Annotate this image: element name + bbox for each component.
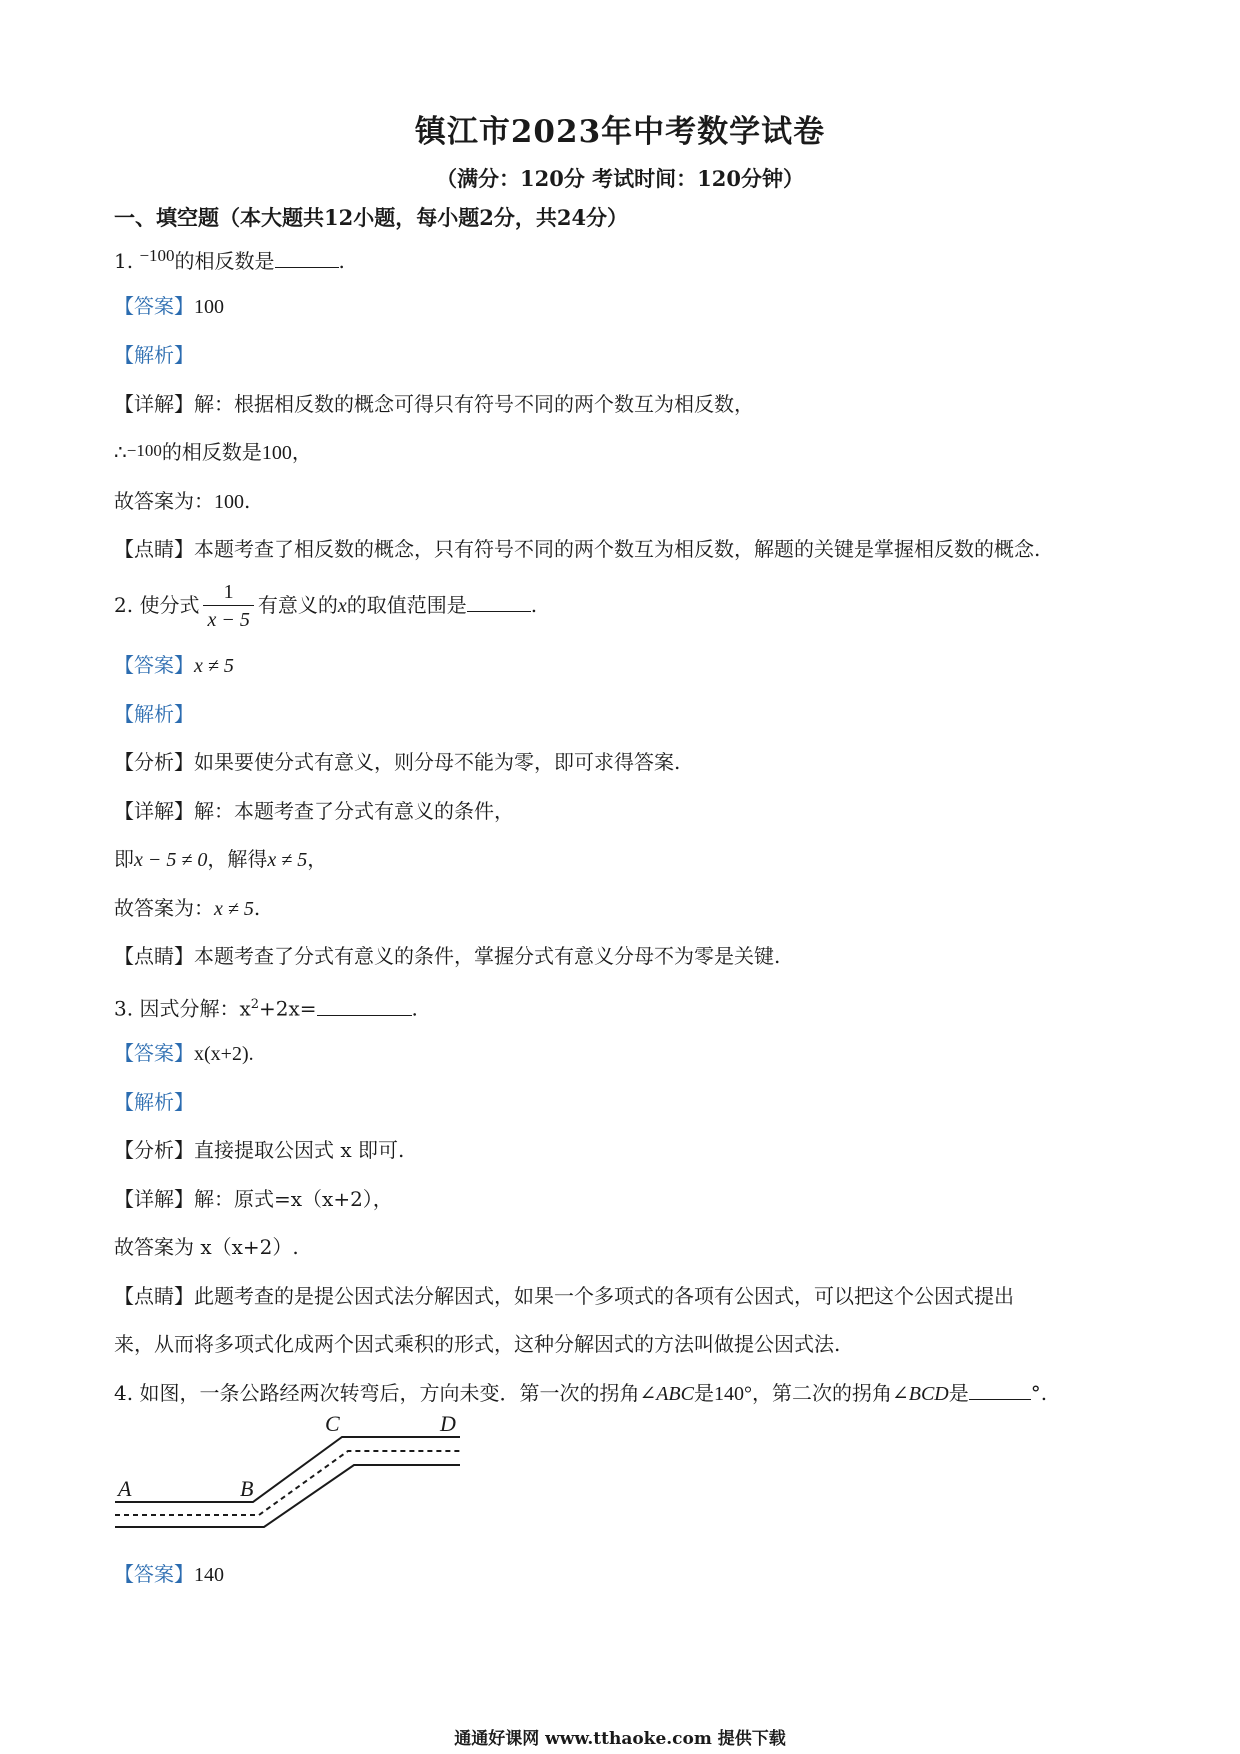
math-value: −100	[139, 246, 175, 265]
detail-line	[114, 390, 754, 418]
question-text: 是	[948, 1381, 969, 1405]
math-variable: x	[337, 595, 347, 617]
question-number: 4.	[114, 1381, 134, 1405]
answer-line	[114, 651, 234, 680]
question-1	[114, 247, 345, 277]
page-title: 镇江市2023年中考数学试卷	[414, 114, 826, 150]
comment-line	[114, 535, 1040, 563]
math-angle: ∠BCD	[891, 1383, 949, 1405]
detail-line	[114, 1185, 393, 1213]
question-4	[114, 1379, 1047, 1408]
question-text: 有意义的	[257, 593, 338, 617]
detail-text: 的相反数是	[161, 440, 262, 464]
point-label-b: B	[240, 1476, 254, 1501]
conclusion-text: 故答案为 x（x+2）.	[114, 1235, 299, 1259]
math-expression: x ≠ 5	[267, 849, 308, 871]
detail-text: 即	[114, 847, 134, 871]
detail-line	[114, 797, 514, 825]
page-subtitle: （满分：120分 考试时间：120分钟）	[436, 166, 804, 191]
question-text: ，第二次的拐角	[751, 1381, 892, 1405]
math-expression: x − 5 ≠ 0	[134, 849, 208, 871]
analyze-text: 如果要使分式有意义，则分母不能为零，即可求得答案.	[194, 750, 681, 774]
conclusion-text: 故答案为：	[114, 489, 214, 513]
comment-line-continued	[114, 1330, 840, 1358]
detail-tag: 【详解】	[114, 392, 194, 416]
punctuation: .	[253, 896, 261, 920]
answer-tag: 【答案】	[114, 653, 194, 677]
point-label-a: A	[118, 1476, 132, 1501]
comment-text: 此题考查的是提公因式法分解因式，如果一个多项式的各项有公因式，可以把这个公因式提出	[194, 1284, 1014, 1308]
section-heading: 一、填空题（本大题共12小题，每小题2分，共24分）	[114, 205, 629, 230]
road-upper-edge	[115, 1437, 460, 1502]
detail-text: 解：根据相反数的概念可得只有符号不同的两个数互为相反数，	[194, 392, 754, 416]
punctuation: ，	[291, 440, 312, 464]
therefore-symbol: ∴	[114, 440, 127, 464]
comment-text: 来，从而将多项式化成两个因式乘积的形式，这种分解因式的方法叫做提公因式法.	[114, 1332, 841, 1356]
conclusion-text: 故答案为：	[114, 896, 214, 920]
question-2	[114, 579, 537, 634]
answer-line	[114, 1560, 224, 1589]
analysis-line	[114, 1088, 194, 1116]
answer-blank	[317, 997, 412, 1016]
exponent: 2	[250, 997, 260, 1012]
analyze-line	[114, 748, 680, 776]
answer-blank	[275, 249, 339, 268]
answer-value: 100	[194, 296, 224, 318]
math-expression: x ≠ 5	[214, 898, 254, 920]
answer-line	[114, 1039, 254, 1068]
detail-step	[114, 845, 327, 874]
answer-value: 140	[194, 1564, 224, 1586]
math-value: 100	[214, 491, 244, 513]
road-lower-edge	[115, 1465, 460, 1527]
comment-tag: 【点睛】	[114, 537, 194, 561]
fraction-numerator: 1	[203, 579, 253, 606]
analysis-line	[114, 700, 194, 728]
punctuation: .	[530, 593, 538, 617]
punctuation: .	[244, 489, 251, 513]
math-value: 140°	[713, 1383, 752, 1405]
point-label-c: C	[325, 1415, 340, 1436]
point-label-d: D	[440, 1415, 456, 1436]
detail-text: 解：原式=x（x+2），	[194, 1187, 393, 1211]
punctuation: .	[411, 996, 418, 1021]
footer-text: 通通好课网 www.tthaoke.com 提供下载	[454, 1729, 786, 1749]
question-number: 2.	[114, 593, 134, 617]
fraction-denominator: x − 5	[207, 609, 250, 631]
detail-text: 解：本题考查了分式有意义的条件，	[194, 799, 514, 823]
analysis-tag: 【解析】	[114, 343, 194, 367]
question-3	[114, 991, 418, 1023]
question-text: 是	[693, 1381, 714, 1405]
analyze-tag: 【分析】	[114, 750, 194, 774]
math-value: 100	[261, 442, 292, 464]
answer-tag: 【答案】	[114, 294, 194, 318]
comment-tag: 【点睛】	[114, 1284, 194, 1308]
answer-tag: 【答案】	[114, 1041, 194, 1065]
comment-text: 本题考查了分式有意义的条件，掌握分式有意义分母不为零是关键.	[194, 944, 781, 968]
math-value: −100	[126, 441, 162, 460]
answer-line	[114, 292, 224, 321]
answer-tag: 【答案】	[114, 1562, 194, 1586]
analyze-text: 直接提取公因式 x 即可.	[194, 1138, 405, 1162]
road-diagram	[110, 1415, 470, 1535]
question-number: 1.	[114, 249, 134, 273]
punctuation: .	[338, 249, 345, 273]
punctuation: ，	[307, 847, 328, 871]
analysis-tag: 【解析】	[114, 702, 194, 726]
detail-text: ，解得	[207, 847, 268, 871]
question-number: 3.	[114, 996, 134, 1021]
answer-value: x(x+2).	[194, 1043, 254, 1065]
math-angle: ∠ABC	[639, 1383, 694, 1405]
answer-value: x ≠ 5	[194, 655, 234, 677]
fraction	[203, 579, 253, 634]
conclusion-line	[114, 894, 260, 923]
comment-tag: 【点睛】	[114, 944, 194, 968]
question-text: 使分式	[139, 593, 200, 617]
detail-step	[114, 438, 312, 468]
conclusion-line	[114, 487, 250, 516]
detail-tag: 【详解】	[114, 1187, 194, 1211]
comment-text: 本题考查了相反数的概念，只有符号不同的两个数互为相反数，解题的关键是掌握相反数的概念.	[194, 537, 1041, 561]
comment-line	[114, 942, 780, 970]
detail-tag: 【详解】	[114, 799, 194, 823]
analysis-line	[114, 341, 194, 369]
question-text: +2x=	[259, 996, 317, 1021]
analysis-tag: 【解析】	[114, 1090, 194, 1114]
comment-line	[114, 1282, 1014, 1310]
conclusion-line	[114, 1233, 299, 1261]
question-text: 因式分解：x	[139, 996, 251, 1021]
question-text: 的相反数是	[174, 249, 275, 273]
question-text: 如图，一条公路经两次转弯后，方向未变．第一次的拐角	[139, 1381, 640, 1405]
punctuation: °.	[1030, 1381, 1048, 1405]
answer-blank	[969, 1381, 1031, 1400]
analyze-tag: 【分析】	[114, 1138, 194, 1162]
question-text: 的取值范围是	[346, 593, 467, 617]
analyze-line	[114, 1136, 404, 1164]
road-center-line	[115, 1451, 460, 1515]
answer-blank	[467, 593, 531, 612]
